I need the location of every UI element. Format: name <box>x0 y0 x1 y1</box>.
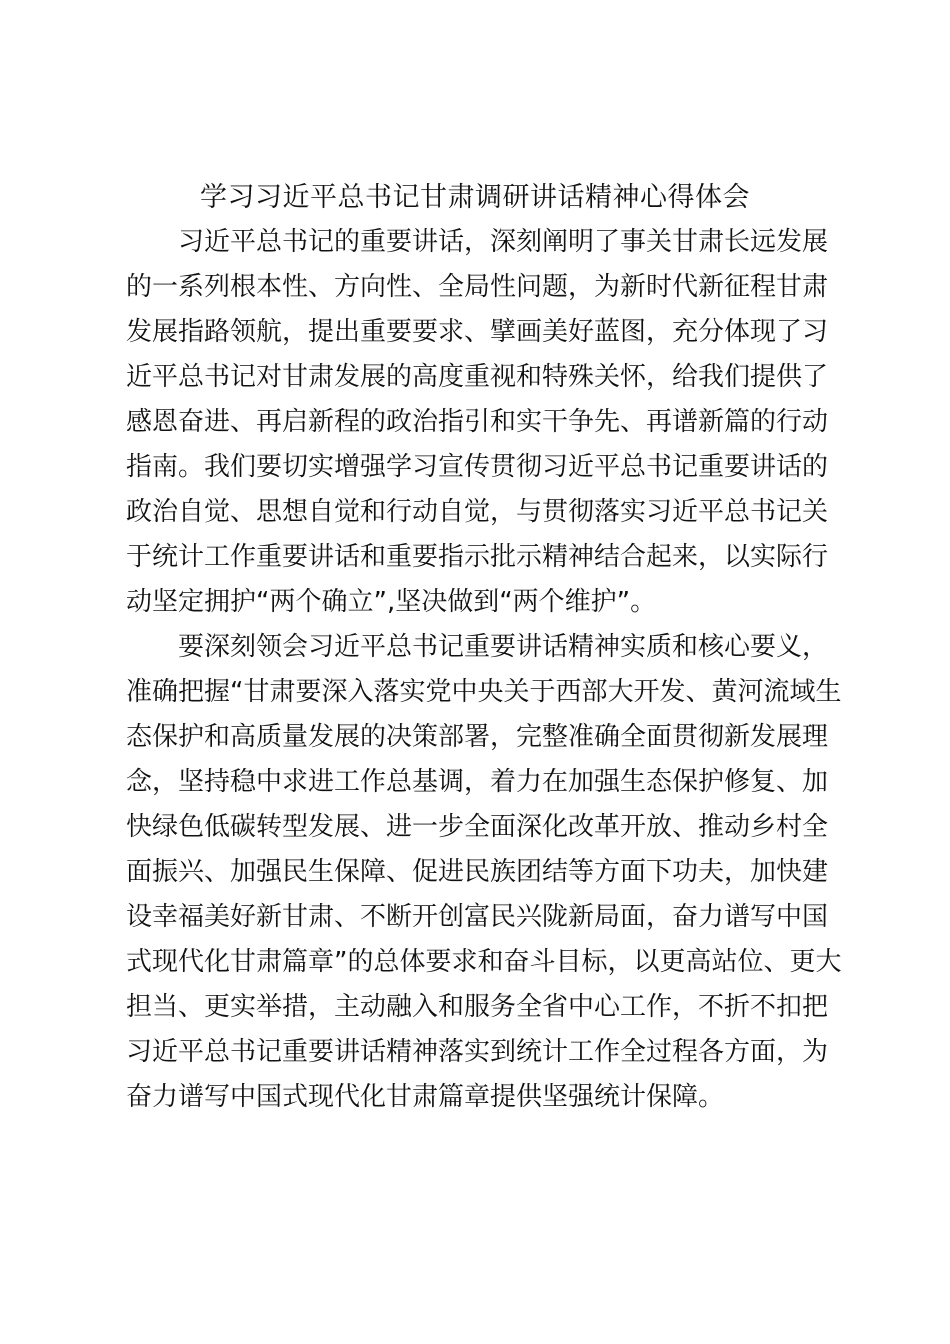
paragraph-line: 于统计工作重要讲话和重要指示批示精神结合起来，以实际行 <box>126 542 829 572</box>
paragraph-line: 设幸福美好新甘肃、不断开创富民兴陇新局面，奋力谱写中国 <box>126 902 829 932</box>
paragraph-line: 奋力谱写中国式现代化甘肃篇章提供坚强统计保障。 <box>126 1082 725 1112</box>
paragraph-line: 指南。我们要切实增强学习宣传贯彻习近平总书记重要讲话的 <box>126 452 829 482</box>
paragraph-line: 面振兴、加强民生保障、促进民族团结等方面下功夫，加快建 <box>126 857 829 887</box>
paragraph-line: 要深刻领会习近平总书记重要讲话精神实质和核心要义， <box>178 632 829 662</box>
paragraph-line: 习近平总书记的重要讲话，深刻阐明了事关甘肃长远发展 <box>178 227 829 257</box>
paragraph-line: 政治自觉、思想自觉和行动自觉，与贯彻落实习近平总书记关 <box>126 497 829 527</box>
paragraph-line: 式现代化甘肃篇章”的总体要求和奋斗目标，以更高站位、更大 <box>126 947 842 977</box>
paragraph-line: 担当、更实举措，主动融入和服务全省中心工作，不折不扣把 <box>126 992 829 1022</box>
paragraph-line: 态保护和高质量发展的决策部署，完整准确全面贯彻新发展理 <box>126 722 829 752</box>
paragraph-line: 念，坚持稳中求进工作总基调，着力在加强生态保护修复、加 <box>126 767 829 797</box>
paragraph-1 <box>126 220 830 625</box>
paragraph-line: 习近平总书记重要讲话精神落实到统计工作全过程各方面，为 <box>126 1037 829 1067</box>
paragraph-line: 的一系列根本性、方向性、全局性问题，为新时代新征程甘肃 <box>126 272 829 302</box>
document-title: 学习习近平总书记甘肃调研讲话精神心得体会 <box>200 182 750 213</box>
paragraph-line: 发展指路领航，提出重要要求、擘画美好蓝图，充分体现了习 <box>126 317 829 347</box>
paragraph-2 <box>126 625 842 1120</box>
paragraph-line: 快绿色低碳转型发展、进一步全面深化改革开放、推动乡村全 <box>126 812 829 842</box>
paragraph-line: 近平总书记对甘肃发展的高度重视和特殊关怀，给我们提供了 <box>126 362 829 392</box>
paragraph-line: 动坚定拥护“两个确立”,坚决做到“两个维护”。 <box>126 587 657 617</box>
document-body <box>126 220 842 1120</box>
paragraph-line: 感恩奋进、再启新程的政治指引和实干争先、再谱新篇的行动 <box>126 407 829 437</box>
paragraph-line: 准确把握“甘肃要深入落实党中央关于西部大开发、黄河流域生 <box>126 677 842 707</box>
